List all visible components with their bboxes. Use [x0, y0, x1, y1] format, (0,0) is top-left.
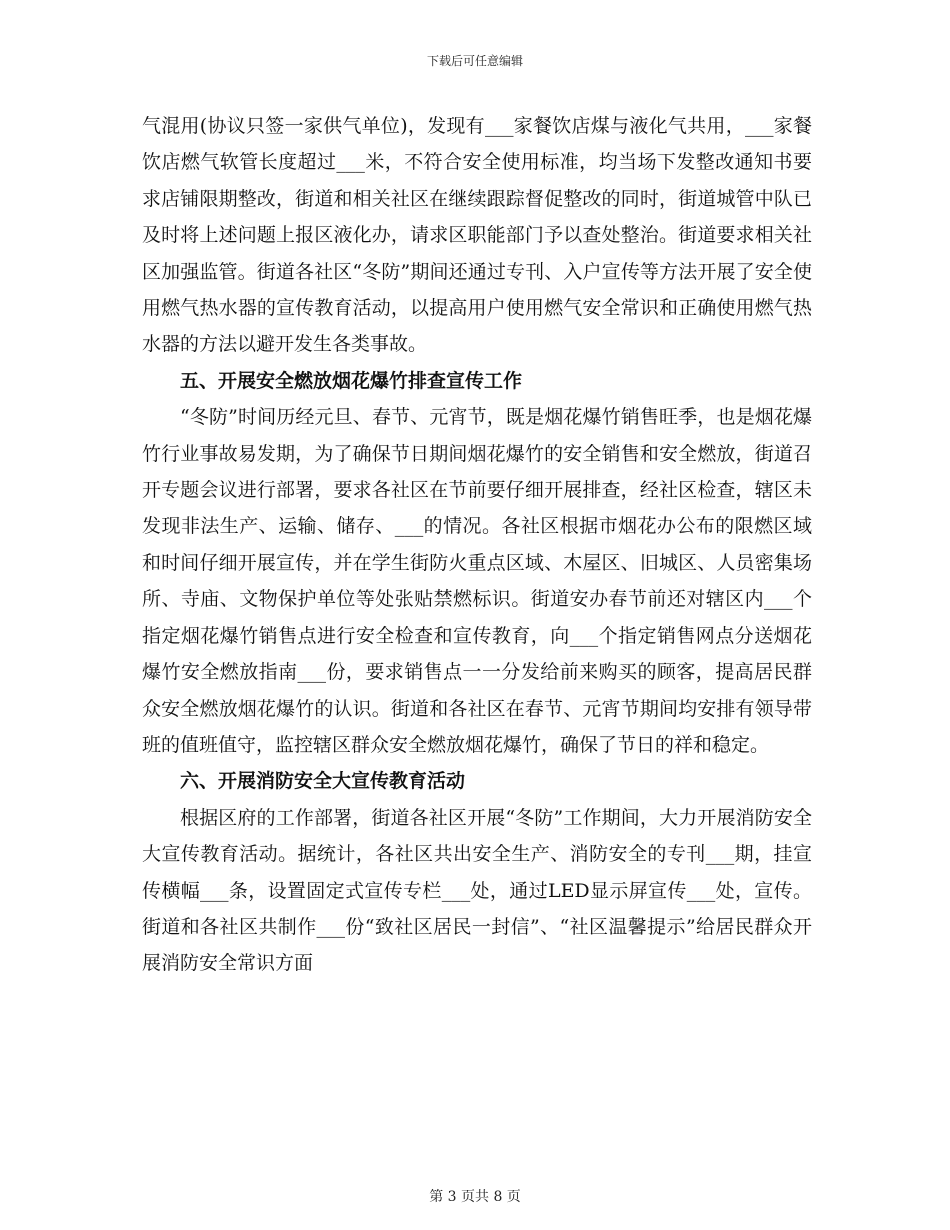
page-footer: 第 3 页共 8 页: [429, 1189, 521, 1205]
paragraph-gas-safety: 气混用(协议只签一家供气单位)，发现有___家餐饮店煤与液化气共用，___家餐饮店燃气软管长度超过___米，不符合安全使用标准，均当场下发整改通知书要求店铺限期整改，街道和相关社区在继续跟踪督促整改的同时，街道城管中队已及时将上述问题上报区液化办，请求区职能部门予以查处整治。街道要求相关社区加强监管。街道各社区“冬防”期间还通过专刊、入户宣传等方法开展了安全使用燃气热水器的宣传教育活动，以提高用户使用燃气安全常识和正确使用燃气热水器的方法以避开发生各类事故。: [142, 115, 812, 356]
paragraph-fire-safety-campaign: 根据区府的工作部署，街道各社区开展“冬防”工作期间，大力开展消防安全大宣传教育活动。据统计，各社区共出安全生产、消防安全的专刊___期，挂宣传横幅___条，设置固定式宣传专栏___处，通过LED显示屏宣传___处，宣传。街道和各社区共制作___份“致社区居民一封信”、“社区温馨提示”给居民群众开展消防安全常识方面: [142, 806, 812, 975]
section-heading-5: 五、开展安全燃放烟花爆竹排查宣传工作: [180, 369, 523, 392]
page-header: 下载后可任意编辑: [426, 54, 523, 68]
section-heading-6: 六、开展消防安全大宣传教育活动: [180, 770, 466, 793]
document-body: [142, 108, 812, 982]
paragraph-fireworks: “冬防”时间历经元旦、春节、元宵节，既是烟花爆竹销售旺季，也是烟花爆竹行业事故易发期，为了确保节日期间烟花爆竹的安全销售和安全燃放，街道召开专题会议进行部署，要求各社区在节前要仔细开展排查，经社区检查，辖区未发现非法生产、运输、储存、___的情况。各社区根据市烟花办公布的限燃区域和时间仔细开展宣传，并在学生街防火重点区域、木屋区、旧城区、人员密集场所、寺庙、文物保护单位等处张贴禁燃标识。街道安办春节前还对辖区内___个指定烟花爆竹销售点进行安全检查和宣传教育，向___个指定销售网点分送烟花爆竹安全燃放指南___份，要求销售点一一分发给前来购买的顾客，提高居民群众安全燃放烟花爆竹的认识。街道和各社区在春节、元宵节期间均安排有领导带班的值班值守，监控辖区群众安全燃放烟花爆竹，确保了节日的祥和稳定。: [142, 406, 812, 756]
